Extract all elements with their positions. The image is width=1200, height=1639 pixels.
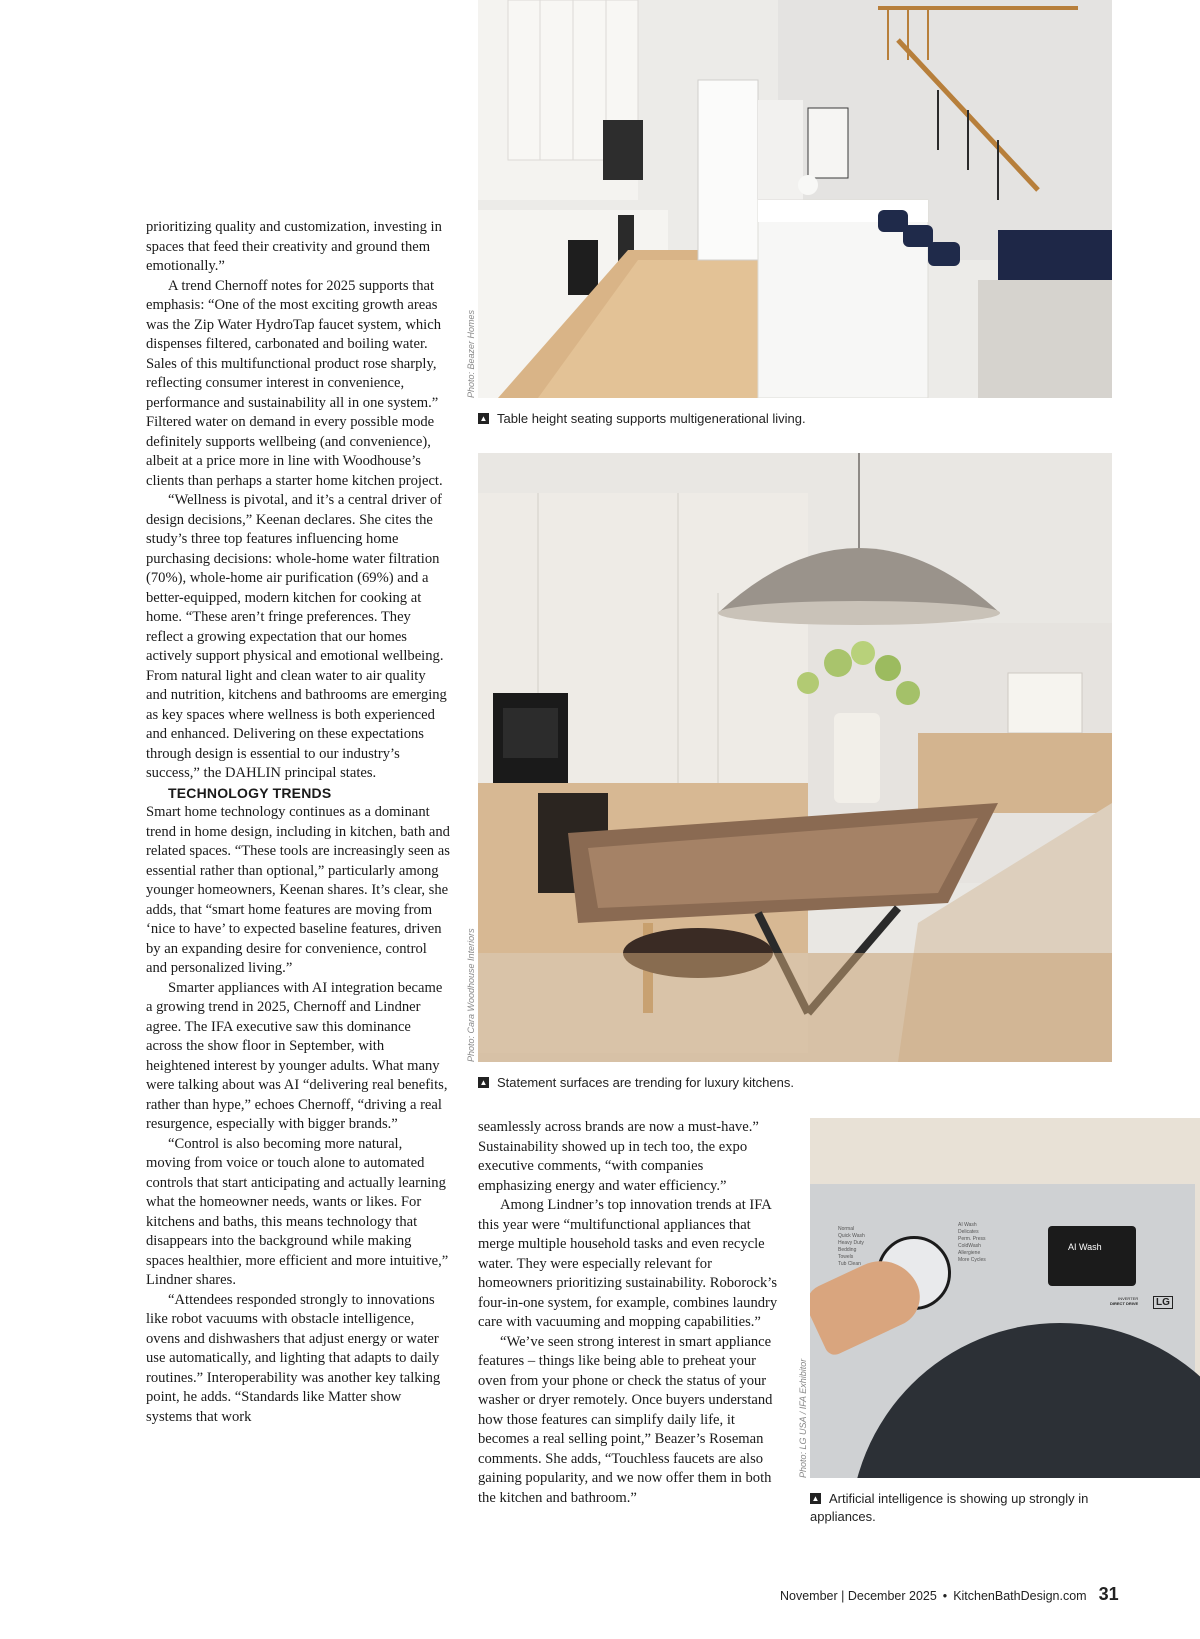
- cycle-option-ai-wash: AI Wash: [958, 1222, 977, 1228]
- photo-caption: [478, 1074, 1118, 1092]
- section-heading: TECHNOLOGY TRENDS: [168, 784, 332, 801]
- caption-arrow-icon: ▲: [811, 1494, 820, 1504]
- body-paragraph: Among Lindner’s top innovation trends at IFA this year were “multifunctional appliances that merge multiple household tasks and even recycle water. They were especially relevant for homeowners prioritizing sustainability. Roborock’s four-in-one system, for example, combines laundry care with vacuuming and mopping capabilities.”: [478, 1197, 778, 1330]
- badge-line: DIRECT DRIVE: [1110, 1301, 1139, 1306]
- cycle-option-coldwash: ColdWash: [958, 1243, 981, 1249]
- caption-arrow-icon: ▲: [479, 1078, 488, 1088]
- body-paragraph: prioritizing quality and customization, investing in spaces that feed their creativity and ground them emotionally.”: [146, 219, 442, 274]
- washer-display: [1048, 1226, 1136, 1286]
- caption-text: Artificial intelligence is showing up strongly in appliances.: [810, 1491, 1089, 1524]
- cycle-option-heavy-duty: Heavy Duty: [838, 1240, 864, 1246]
- issue-date: November | December 2025: [780, 1589, 937, 1603]
- middle-text-column: [478, 1118, 778, 1508]
- body-paragraph: “Attendees responded strongly to innovations like robot vacuums with obstacle intelligence, ovens and dishwashers that adjust energy or water use automatically, and lighting that adapts to daily routines.” Interoperability was another key talking point, he adds. “Standards like Matter show systems that work: [146, 1291, 441, 1425]
- photo-credit: Photo: Cara Woodhouse Interiors: [466, 928, 476, 1062]
- photo-credit: Photo: Beazer Homes: [466, 309, 476, 398]
- lg-logo: LG: [1153, 1296, 1173, 1309]
- cycle-option-bedding: Bedding: [838, 1247, 857, 1253]
- left-text-column: [146, 218, 450, 1427]
- footer-separator: •: [942, 1589, 948, 1603]
- website: KitchenBathDesign.com: [953, 1589, 1087, 1603]
- display-title: AI Wash: [1068, 1242, 1102, 1252]
- direct-drive-badge: [1110, 1296, 1138, 1306]
- cycle-option-allergiene: Allergiene: [958, 1250, 981, 1256]
- page-footer: [780, 1584, 1119, 1605]
- photo-dining-table: [478, 453, 1112, 1062]
- body-paragraph: “Control is also becoming more natural, moving from voice or touch alone to automated controls that start anticipating and actually learning what the homeowner needs, wants or likes. For kitchens and baths, this means technology that disappears into the background while making spaces healthier, more efficient and more intuitive,” Lindner shares.: [146, 1135, 449, 1288]
- caption-text: Table height seating supports multigenerational living.: [497, 411, 806, 426]
- cycle-option-tub-clean: Tub Clean: [838, 1261, 861, 1267]
- photo-credit: Photo: LG USA / IFA Exhibitor: [798, 1358, 808, 1478]
- body-paragraph: “Wellness is pivotal, and it’s a central driver of design decisions,” Keenan declares. She cites the study’s three top features influencing home purchasing decisions: whole-home water filtration (70%), whole-home air purification (69%) and a better-equipped, modern kitchen for cooking at home. “These aren’t fringe preferences. They reflect a growing expectation that our homes actively support physical and emotional wellbeing. From natural light and clean water to air quality and nutrition, kitchens and bathrooms are emerging as key spaces where wellness is both experienced and enhanced. Delivering on these expectations through design is essential to our industry’s success,” the DAHLIN principal states.: [146, 492, 447, 781]
- body-paragraph: A trend Chernoff notes for 2025 supports that emphasis: “One of the most exciting growth areas was the Zip Water HydroTap faucet system, which dispenses filtered, carbonated and boiling water. Sales of this multifunctional product rose sharply, reflecting consumer interest in convenience, performance and sustainability all in one system.” Filtered water on demand in every possible mode definitely supports wellbeing (and convenience), albeit at a price more in line with Woodhouse’s clients than perhaps a starter home kitchen project.: [146, 277, 443, 489]
- body-paragraph: Smart home technology continues as a dominant trend in home design, including in kitchen, bath and related spaces. “These tools are increasingly seen as essential rather than optional,” particularly among younger homeowners, Keenan shares. It’s clear, she adds, that “smart home features are moving from ‘nice to have’ to expected baseline features, driven by an expanding desire for convenience, control and personalized living.”: [146, 804, 450, 976]
- cycle-option-towels: Towels: [838, 1254, 854, 1260]
- photo-caption: [478, 410, 1118, 428]
- caption-arrow-icon: ▲: [479, 414, 488, 424]
- page-number: 31: [1098, 1584, 1119, 1604]
- body-paragraph: Smarter appliances with AI integration became a growing trend in 2025, Chernoff and Lindner agree. The IFA executive saw this dominance across the show floor in September, with heightened interest by younger adults. What many were talking about was AI “delivering real benefits, rather than hype,” echoes Chernoff, “driving a real resurgence, especially with bigger brands.”: [146, 979, 448, 1132]
- cycle-option-more-cycles: More Cycles: [958, 1257, 986, 1263]
- cycle-option-normal: Normal: [838, 1226, 855, 1232]
- body-paragraph: “We’ve seen strong interest in smart appliance features – things like being able to preheat your oven from your phone or check the status of your washer or dryer remotely. Once buyers understand how those features can simplify daily life, it becomes a real selling point,” Beazer’s Roseman comments. She adds, “Touchless faucets are also gaining popularity, and we now offer them in both the kitchen and bathroom.”: [478, 1333, 773, 1506]
- caption-text: Statement surfaces are trending for luxury kitchens.: [497, 1075, 794, 1090]
- cycle-option-perm-press: Perm. Press: [958, 1236, 986, 1242]
- cycle-option-quick-wash: Quick Wash: [838, 1233, 865, 1239]
- photo-ai-washer: [810, 1118, 1200, 1478]
- cycle-option-delicates: Delicates: [958, 1229, 979, 1235]
- photo-caption: [810, 1490, 1110, 1526]
- badge-line: INVERTER: [1118, 1296, 1139, 1301]
- photo-white-kitchen: [478, 0, 1112, 398]
- body-paragraph: seamlessly across brands are now a must-have.” Sustainability showed up in tech too, the expo executive comments, “with companies emphasizing energy and water efficiency.”: [478, 1119, 759, 1194]
